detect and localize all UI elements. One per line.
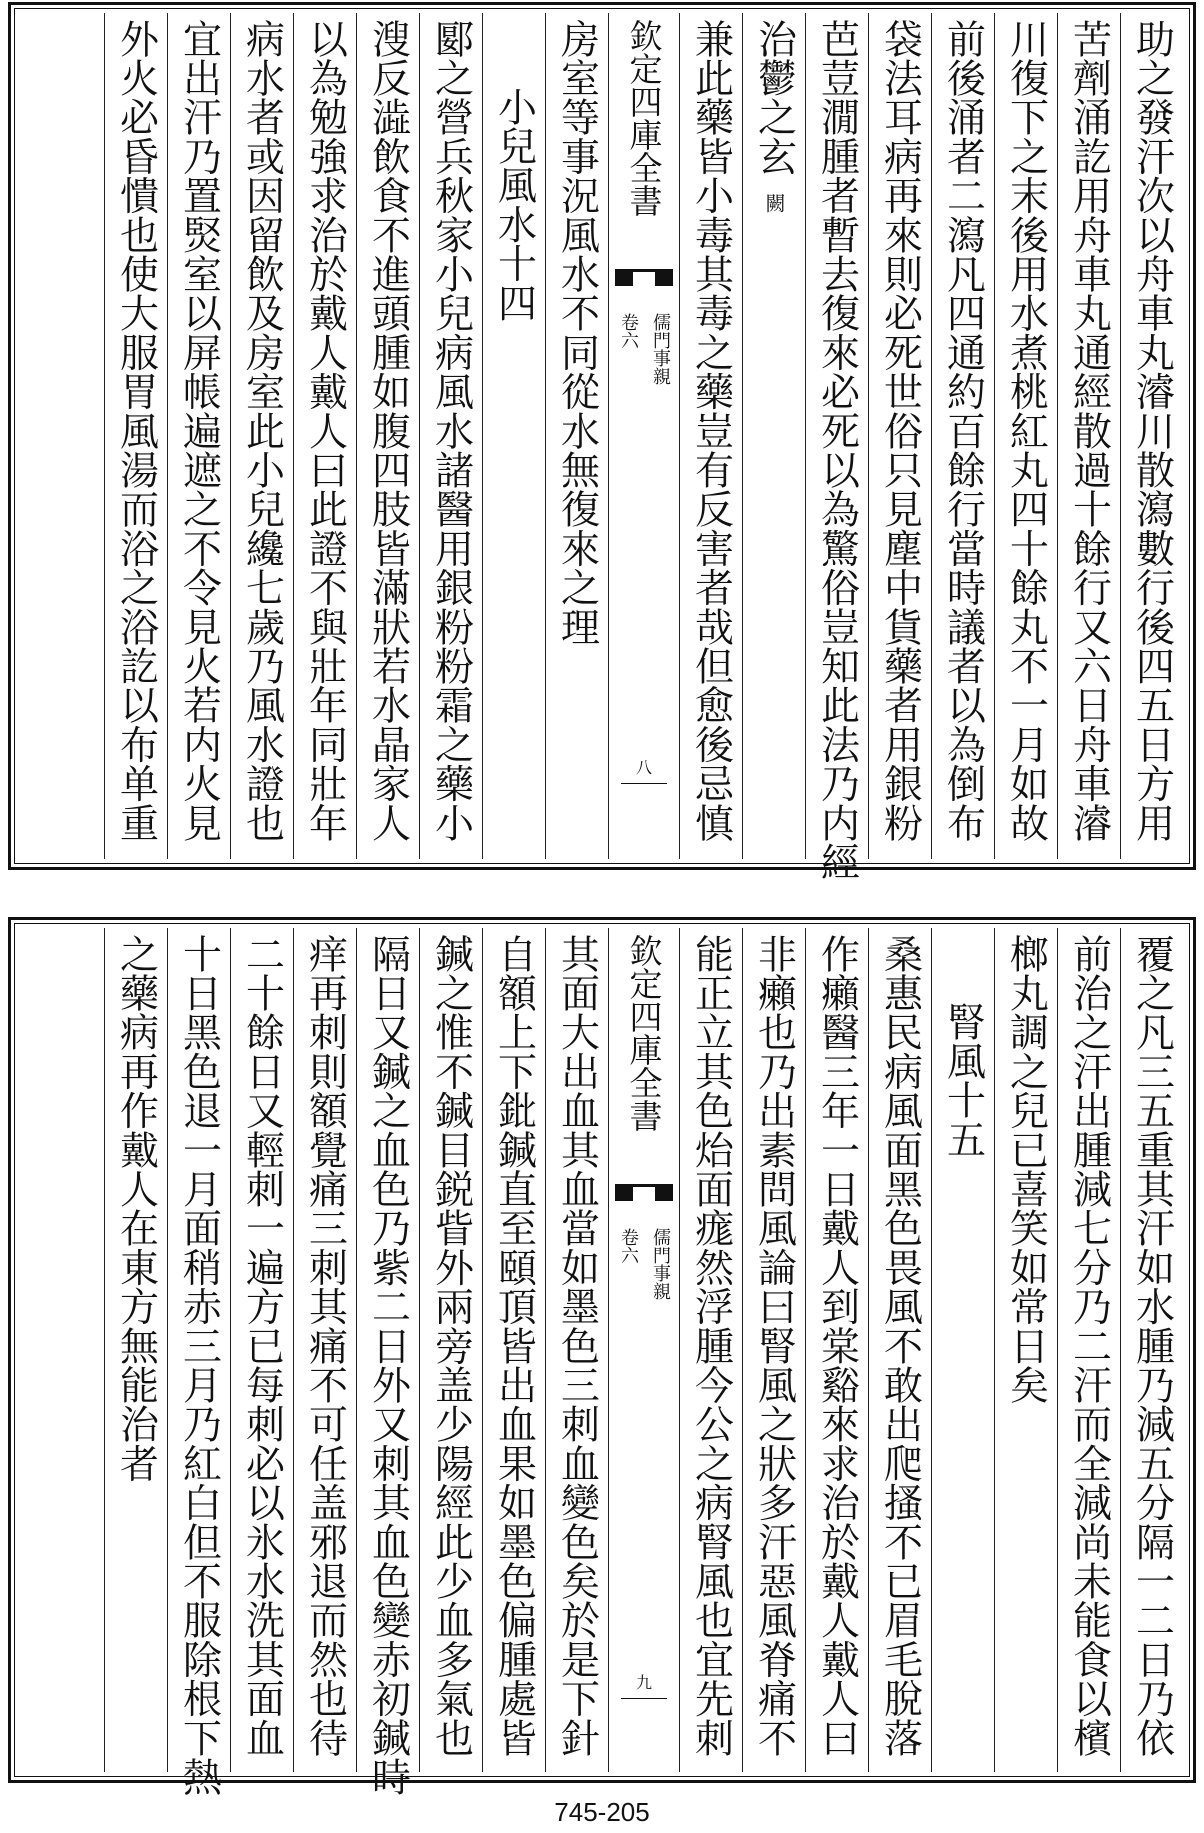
column-text: 助之發汗次以舟車丸濬川散瀉數行後四五日方用: [1129, 19, 1175, 843]
text-column: [679, 13, 742, 859]
work-title: 儒門事親: [650, 1228, 671, 1300]
text-column: [994, 13, 1057, 859]
column-text: 外火必昏憒也使大服胃風湯而浴之浴訖以布单重: [113, 19, 159, 843]
column-text: 其面大出血其血當如墨色三刺血變色矣於是下針: [554, 934, 600, 1758]
text-column: [805, 928, 868, 1772]
column-text: 鍼之惟不鍼目鋭眥外兩旁盖少陽經此少血多氣也: [428, 934, 474, 1758]
fish-tail-mark: [615, 1184, 673, 1209]
column-text: 榔丸調之兒已喜笑如常日矣: [1003, 934, 1049, 1405]
lacuna-note: 闕: [762, 193, 786, 214]
text-column: [742, 928, 805, 1772]
column-text: 苦劑涌訖用舟車丸通經散過十餘行又六日舟車濬: [1066, 19, 1112, 843]
text-column: [1057, 13, 1120, 859]
text-column: [230, 13, 293, 859]
text-column: [545, 13, 608, 859]
text-column: [1120, 928, 1183, 1772]
text-column: [1120, 13, 1183, 859]
text-column: [482, 13, 545, 859]
leaf-number: 八: [635, 758, 653, 777]
divider: [621, 1698, 667, 1699]
text-column: [167, 928, 230, 1797]
section-heading: 腎風十五: [940, 1002, 986, 1159]
column-text: 隔日又鍼之血色乃紫二日外又刺其血色變赤初鍼時: [365, 934, 411, 1797]
column-text: 二十餘日又輕刺一遍方已每刺必以氷水洗其面血: [239, 934, 285, 1758]
fish-tail-mark: [615, 269, 673, 294]
text-column: [293, 928, 356, 1772]
column-text: 痒再刺則額覺痛三刺其痛不可任盖邪退而然也待: [302, 934, 348, 1758]
column-text: 房室等事況風水不同從水無復來之理: [554, 19, 600, 647]
bottom-page: [8, 917, 1196, 1797]
text-column: [356, 13, 419, 859]
text-column: [931, 928, 994, 1772]
column-text: 十日黑色退一月面稍赤三月乃紅白但不服除根下熱: [176, 934, 222, 1797]
column-text: 非癩也乃出素問風論曰腎風之狀多汗惡風脊痛不: [751, 934, 797, 1758]
column-text: 之藥病再作戴人在東方無能治者: [113, 934, 159, 1483]
column-text: 芭荳㵎腫者暫去復來必死以為驚俗豈知此法乃内經: [814, 19, 860, 882]
center-fold: [608, 13, 679, 859]
column-text: 覆之凡三五重其汗如水腫乃減五分隔一二日乃依: [1129, 934, 1175, 1758]
column-text: 作癩醫三年一日戴人到棠谿來求治於戴人戴人曰: [814, 934, 860, 1758]
text-column: [104, 13, 167, 859]
column-text: 桑惠民病風面黑色畏風不敢出爬搔不已眉毛脫落: [877, 934, 923, 1758]
volume-label: 卷六: [618, 1228, 639, 1264]
text-column: [805, 13, 868, 882]
divider: [621, 783, 667, 784]
text-column: [931, 13, 994, 859]
text-column: [482, 928, 545, 1772]
text-column: [419, 13, 482, 859]
text-column: [1057, 928, 1120, 1772]
column-text: 袋法耳病再來則必死世俗只見塵中貨藥者用銀粉: [877, 19, 923, 843]
text-column: [994, 928, 1057, 1772]
column-text: 溲反澁飲食不進頭腫如腹四肢皆滿狀若水晶家人: [365, 19, 411, 843]
column-text: 自額上下鈚鍼直至頤頂皆出血果如墨色偏腫處皆: [491, 934, 537, 1758]
text-column: [167, 13, 230, 859]
text-column: [742, 13, 805, 859]
column-text: 宜出汗乃置㷂室以屏帳遍遮之不令見火若内火見: [176, 19, 222, 843]
text-column: [679, 928, 742, 1772]
column-text: 兼此藥皆小毒其毒之藥豈有反害者哉但愈後忌慎: [688, 19, 734, 843]
text-column: [419, 928, 482, 1772]
book-title: 欽定四庫全書: [624, 19, 664, 217]
column-text: 前後涌者二瀉凡四通約百餘行當時議者以為倒布: [940, 19, 986, 843]
column-text: 能正立其色炲面痝然浮腫今公之病腎風也宜先刺: [688, 934, 734, 1758]
column-text: 治鬱之玄: [751, 19, 797, 176]
page-number: 745-205: [554, 1797, 650, 1827]
work-title: 儒門事親: [650, 313, 671, 385]
text-column: [356, 928, 419, 1797]
text-column: [545, 928, 608, 1772]
text-column: [104, 928, 167, 1772]
column-text: 郾之營兵秋家小兒病風水諸醫用銀粉粉霜之藥小: [428, 19, 474, 843]
section-heading: 小兒風水十四: [491, 87, 537, 323]
center-fold: [608, 928, 679, 1772]
volume-label: 卷六: [618, 313, 639, 349]
book-title: 欽定四庫全書: [624, 934, 664, 1132]
column-text: 病水者或因留飲及房室此小兒纔七歲乃風水證也: [239, 19, 285, 843]
column-text: 川復下之末後用水煮桃紅丸四十餘丸不一月如故: [1003, 19, 1049, 843]
column-text: 前治之汗出腫減七分乃二汗而全減尚未能食以檳: [1066, 934, 1112, 1758]
text-column: [868, 928, 931, 1772]
top-page: [8, 2, 1196, 882]
column-text: 以為勉強求治於戴人戴人曰此證不與壯年同壯年: [302, 19, 348, 843]
text-column: [868, 13, 931, 859]
text-column: [230, 928, 293, 1772]
leaf-number: 九: [635, 1673, 653, 1692]
text-column: [293, 13, 356, 859]
